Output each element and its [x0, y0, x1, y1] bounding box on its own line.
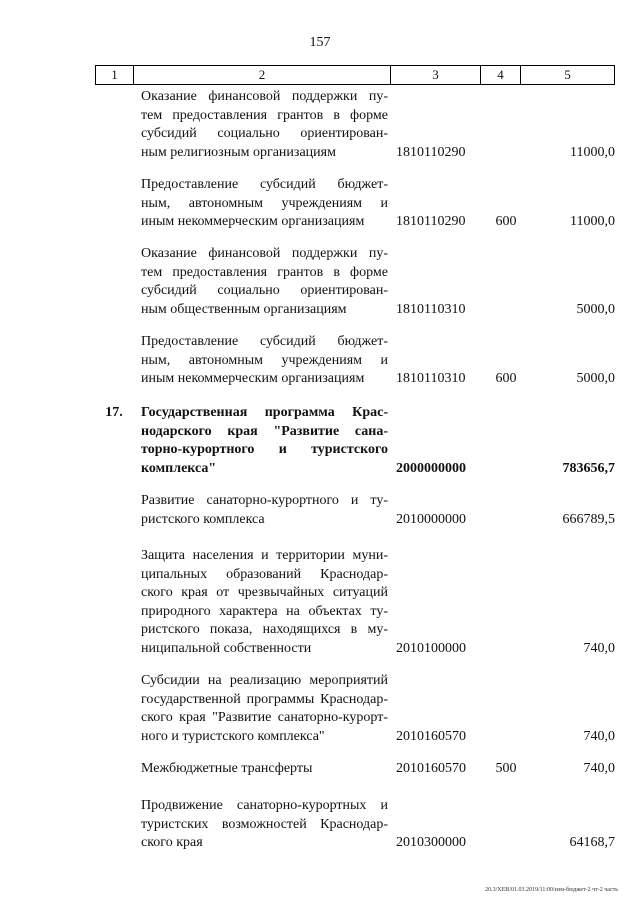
row-name-line: субсидий социально ориентирован-	[141, 283, 388, 298]
row-name	[141, 404, 388, 478]
row-sum: 5000,0	[576, 301, 615, 317]
header-col-1: 1	[96, 66, 134, 84]
header-col-2: 2	[134, 66, 391, 84]
row-name-line: ского края	[141, 835, 203, 850]
row-name-line: тем предоставления грантов в форме	[141, 264, 388, 280]
row-vr: 600	[495, 214, 517, 229]
row-name	[141, 333, 388, 389]
row-name-line: Защита населения и территории муни-	[141, 548, 388, 563]
row-name-line: Межбюджетные трансферты	[141, 761, 313, 776]
row-name-line: Государственная программа Крас-	[141, 405, 388, 420]
row-sum: 740,0	[583, 640, 615, 656]
row-name-line: ниципальной собственности	[141, 640, 312, 656]
row-name-line: комплекса"	[141, 460, 217, 476]
header-col-3: 3	[391, 66, 481, 84]
row-name-line: иным некоммерческим организациям	[141, 214, 365, 229]
page-number: 157	[309, 35, 331, 50]
row-name-line: Оказание финансовой поддержки пу-	[141, 89, 388, 104]
row-name-line: иным некоммерческим организациям	[141, 371, 365, 386]
row-name	[141, 797, 388, 853]
row-name-line: природного характера на объектах ту-	[141, 603, 388, 619]
row-name-line: туристских возможностей Краснодар-	[141, 816, 388, 832]
row-name-line: Субсидии на реализацию мероприятий	[141, 673, 388, 688]
footer-stamp: 20.3/ХЕВ/01.03.2019/11:00/изм-бюджет-2 чт-2 часть	[485, 887, 618, 893]
row-sum: 11000,0	[570, 144, 615, 160]
row-vr: 600	[495, 371, 517, 386]
row-name-line: торно-курортного и туристского	[141, 442, 388, 457]
row-name-line: ным, автономным учреждениям и	[141, 352, 388, 368]
row-code: 2010160570	[396, 761, 466, 776]
row-name	[141, 760, 388, 779]
row-code: 2010100000	[396, 640, 466, 656]
row-code: 1810110290	[396, 214, 466, 229]
row-name-line: тем предоставления грантов в форме	[141, 107, 388, 123]
row-sum: 5000,0	[576, 371, 615, 386]
row-name-line: Предоставление субсидий бюджет-	[141, 177, 388, 192]
row-name-line: ным религиозным организациям	[141, 144, 336, 160]
header-col-5: 5	[564, 67, 571, 82]
row-code: 2000000000	[396, 460, 466, 476]
row-name-line: ского края от чрезвычайных ситуаций	[141, 585, 388, 600]
row-sum: 666789,5	[562, 511, 615, 527]
row-name-line: нодарского края "Развитие сана-	[141, 423, 388, 439]
row-name-line: субсидий социально ориентирован-	[141, 126, 388, 141]
row-name-line: Продвижение санаторно-курортных и	[141, 798, 388, 813]
row-name-line: ного и туристского комплекса"	[141, 728, 325, 744]
row-code: 2010300000	[396, 835, 466, 850]
row-vr: 500	[495, 761, 517, 776]
row-sum: 783656,7	[562, 460, 615, 476]
row-code: 1810110310	[396, 301, 466, 317]
row-sum: 740,0	[583, 728, 615, 744]
row-name-line: Предоставление субсидий бюджет-	[141, 334, 388, 349]
row-sum: 740,0	[583, 761, 615, 776]
row-sum: 64168,7	[569, 835, 615, 850]
row-name-line: ристского комплекса	[141, 511, 265, 527]
row-name	[141, 88, 388, 162]
row-name	[141, 492, 388, 529]
table-header	[95, 65, 615, 85]
row-name-line: ского края "Развитие санаторно-курорт-	[141, 710, 388, 725]
row-name-line: Развитие санаторно-курортного и ту-	[141, 493, 388, 508]
row-name-line: ным общественным организациям	[141, 301, 347, 317]
row-name-line: ципальных образований Краснодар-	[141, 566, 388, 582]
row-code: 2010000000	[396, 511, 466, 527]
row-name-line: Оказание финансовой поддержки пу-	[141, 246, 388, 261]
row-name-line: государственной программы Краснодар-	[141, 691, 388, 707]
row-name-line: ристского показа, находящихся в му-	[141, 622, 388, 637]
row-code: 1810110290	[396, 144, 466, 160]
row-code: 2010160570	[396, 728, 466, 744]
header-col-4: 4	[481, 66, 521, 84]
row-name-line: ным, автономным учреждениям и	[141, 195, 388, 211]
row-number: 17.	[105, 405, 123, 420]
row-sum: 11000,0	[570, 214, 615, 229]
row-code: 1810110310	[396, 371, 466, 386]
row-name	[141, 672, 388, 746]
row-name	[141, 547, 388, 658]
row-name	[141, 176, 388, 232]
row-name	[141, 245, 388, 319]
